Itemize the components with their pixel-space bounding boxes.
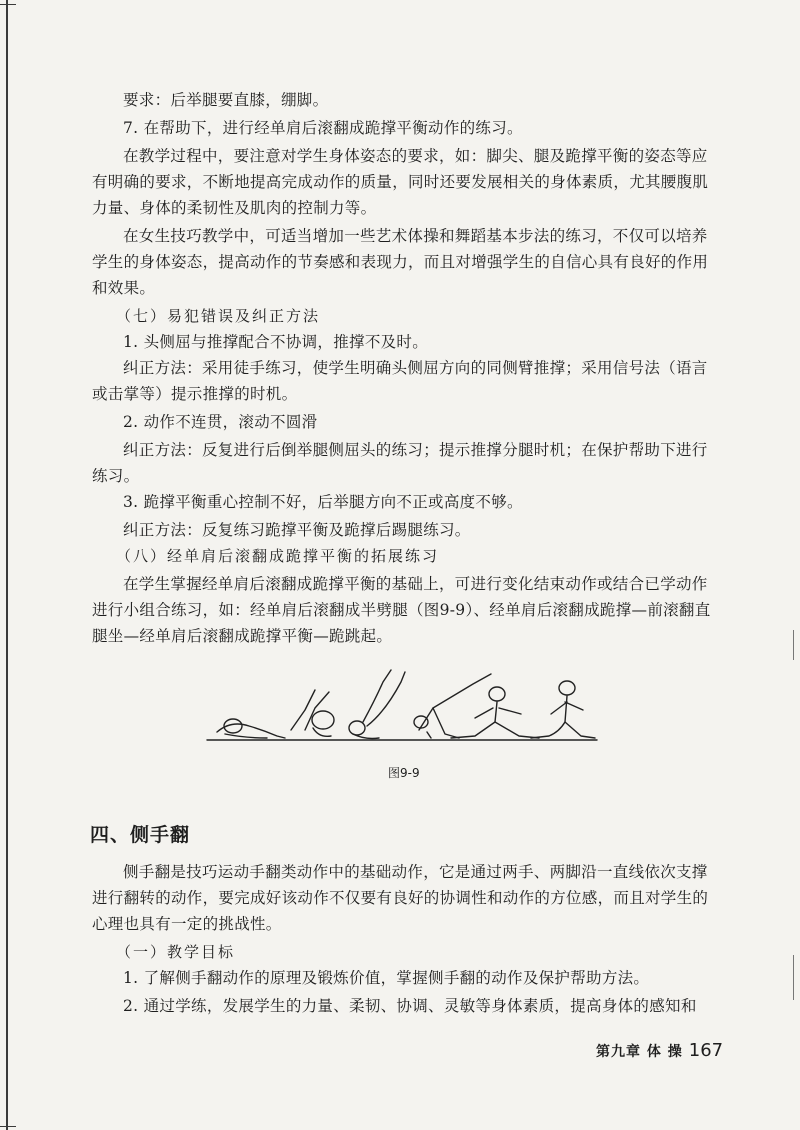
text-line: 力量、身体的柔韧性及肌肉的控制力等。 — [92, 199, 377, 217]
text-line: 3. 跪撑平衡重心控制不好，后举腿方向不正或高度不够。 — [123, 493, 523, 511]
text-line: 腿坐—经单肩后滚翻成跪撑平衡—跪跳起。 — [92, 627, 393, 645]
scan-edge-mark — [793, 955, 794, 1000]
section-heading: 四、侧手翻 — [90, 824, 191, 846]
text-line: 1. 头侧屈与推撑配合不协调，推撑不及时。 — [123, 333, 429, 351]
text-line: 2. 通过学练，发展学生的力量、柔韧、协调、灵敏等身体素质，提高身体的感知和 — [123, 997, 697, 1015]
text-line: 纠正方法：反复进行后倒举腿侧屈头的练习；提示推撑分腿时机；在保护帮助下进行 — [123, 441, 708, 459]
subsection-heading: （七）易犯错误及纠正方法 — [116, 307, 321, 325]
text-line: 学生的身体姿态，提高动作的节奏感和表现力，而且对增强学生的自信心具有良好的作用 — [92, 253, 709, 271]
text-line: 要求：后举腿要直膝，绷脚。 — [123, 91, 329, 109]
scan-binding-edge — [6, 0, 8, 1130]
subsection-heading: （一）教学目标 — [116, 943, 236, 961]
text-line: 纠正方法：反复练习跪撑平衡及跪撑后踢腿练习。 — [123, 521, 471, 539]
text-line: 1. 了解侧手翻动作的原理及锻炼价值，掌握侧手翻的动作及保护帮助方法。 — [123, 969, 650, 987]
text-line: 7. 在帮助下，进行经单肩后滚翻成跪撑平衡动作的练习。 — [123, 119, 523, 137]
scan-edge-mark — [0, 4, 16, 5]
text-line: 进行小组合练习，如：经单肩后滚翻成半劈腿（图9-9）、经单肩后滚翻成跪撑—前滚翻直 — [92, 601, 711, 619]
text-line: 纠正方法：采用徒手练习，使学生明确头侧屈方向的同侧臂推撑；采用信号法（语言 — [123, 359, 708, 377]
text-line: 和效果。 — [92, 279, 156, 297]
figure-caption: 图9-9 — [388, 766, 420, 780]
text-line: 或击掌等）提示推撑的时机。 — [92, 385, 298, 403]
scan-edge-mark — [0, 1126, 16, 1127]
subsection-heading: （八）经单肩后滚翻成跪撑平衡的拓展练习 — [116, 547, 440, 565]
page-number: 167 — [688, 1040, 724, 1061]
text-line: 在学生掌握经单肩后滚翻成跪撑平衡的基础上，可进行变化结束动作或结合已学动作 — [123, 575, 708, 593]
text-line: 2. 动作不连贯，滚动不圆滑 — [123, 413, 318, 431]
text-line: 在教学过程中，要注意对学生身体姿态的要求，如：脚尖、腿及跪撑平衡的姿态等应 — [123, 147, 708, 165]
scan-edge-mark — [793, 630, 794, 660]
text-line: 练习。 — [92, 467, 140, 485]
chapter-title: 第九章 体 操 — [596, 1044, 683, 1060]
text-line: 侧手翻是技巧运动手翻类动作中的基础动作，它是通过两手、两脚沿一直线依次支撑 — [123, 863, 708, 881]
text-line: 有明确的要求，不断地提高完成动作的质量，同时还要发展相关的身体素质，尤其腰腹肌 — [92, 173, 709, 191]
text-line: 在女生技巧教学中，可适当增加一些艺术体操和舞蹈基本步法的练习，不仅可以培养 — [123, 227, 708, 245]
page-footer — [596, 1040, 723, 1061]
text-line: 心理也具有一定的挑战性。 — [92, 915, 282, 933]
gymnastics-sequence-illustration — [205, 660, 600, 752]
text-line: 进行翻转的动作，要完成好该动作不仅要有良好的协调性和动作的方位感，而且对学生的 — [92, 889, 709, 907]
